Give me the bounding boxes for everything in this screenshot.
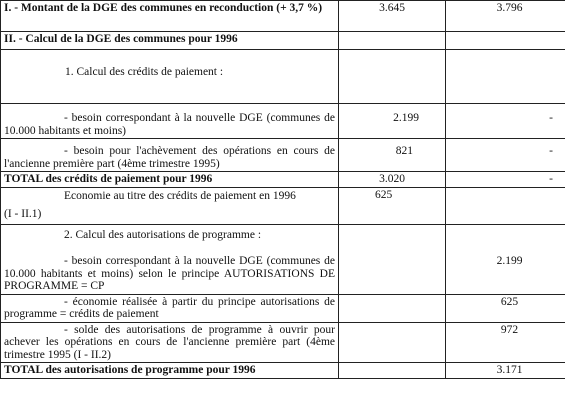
col2-value: - bbox=[446, 104, 565, 139]
col2-value: 3.796 bbox=[446, 1, 565, 32]
col1-value: 625 bbox=[339, 187, 446, 224]
total-label: TOTAL des autorisations de programme pour 1996 bbox=[1, 363, 339, 379]
col1-value bbox=[339, 363, 446, 379]
table-row bbox=[1, 172, 565, 188]
col1-value bbox=[339, 322, 446, 363]
col2-value: 972 bbox=[446, 322, 565, 363]
col2-value: 625 bbox=[446, 294, 565, 322]
table-row bbox=[1, 32, 565, 50]
row-label: I. - Montant de la DGE des communes en reconduction (+ 3,7 %) bbox=[1, 1, 339, 32]
col1-value: 821 bbox=[339, 139, 446, 172]
col2-value: 3.171 bbox=[446, 363, 565, 379]
subsection-heading: 1. Calcul des crédits de paiement : bbox=[1, 50, 339, 104]
table-row bbox=[1, 139, 565, 172]
table-row bbox=[1, 294, 565, 322]
row-label: - besoin correspondant à la nouvelle DGE (communes de 10.000 habitants et moins) selon le principe AUTORISATIONS DE PROGRAMME = CP bbox=[4, 255, 335, 292]
table-row bbox=[1, 187, 565, 224]
table-row bbox=[1, 224, 565, 294]
table-row bbox=[1, 50, 565, 104]
col1-value: 3.020 bbox=[339, 172, 446, 188]
row-label: - économie réalisée à partir du principe autorisations de programme = crédits de paiement bbox=[1, 294, 339, 322]
col2-value bbox=[446, 50, 565, 104]
col2-value: - bbox=[446, 139, 565, 172]
subsection-heading: 2. Calcul des autorisations de programme : bbox=[64, 228, 262, 241]
col1-value: 2.199 bbox=[339, 104, 446, 139]
section-heading: II. - Calcul de la DGE des communes pour 1996 bbox=[1, 32, 339, 50]
table-row bbox=[1, 322, 565, 363]
row-label: - besoin pour l'achèvement des opérations en cours de l'ancienne première part (4ème trimestre 1995) bbox=[1, 139, 339, 172]
col2-value bbox=[446, 187, 565, 224]
col1-value: 3.645 bbox=[339, 1, 446, 32]
col1-value bbox=[339, 224, 446, 294]
col1-value bbox=[339, 50, 446, 104]
col2-value: 2.199 bbox=[446, 224, 565, 294]
row-label: Economie au titre des crédits de paiement en 1996 bbox=[64, 189, 296, 202]
table-row bbox=[1, 363, 565, 379]
col2-value: - bbox=[446, 172, 565, 188]
row-label: - solde des autorisations de programme à ouvrir pour achever les opérations en cours de l'ancienne première part (4ème trimestre 1995 (I - II.2) bbox=[1, 322, 339, 363]
table-row bbox=[1, 1, 565, 32]
table-row bbox=[1, 104, 565, 139]
total-label: TOTAL des crédits de paiement pour 1996 bbox=[1, 172, 339, 188]
col1-value bbox=[339, 32, 446, 50]
row-label: - besoin correspondant à la nouvelle DGE (communes de 10.000 habitants et moins) bbox=[1, 104, 339, 139]
col1-value bbox=[339, 294, 446, 322]
col2-value bbox=[446, 32, 565, 50]
row-formula: (I - II.1) bbox=[4, 208, 42, 220]
